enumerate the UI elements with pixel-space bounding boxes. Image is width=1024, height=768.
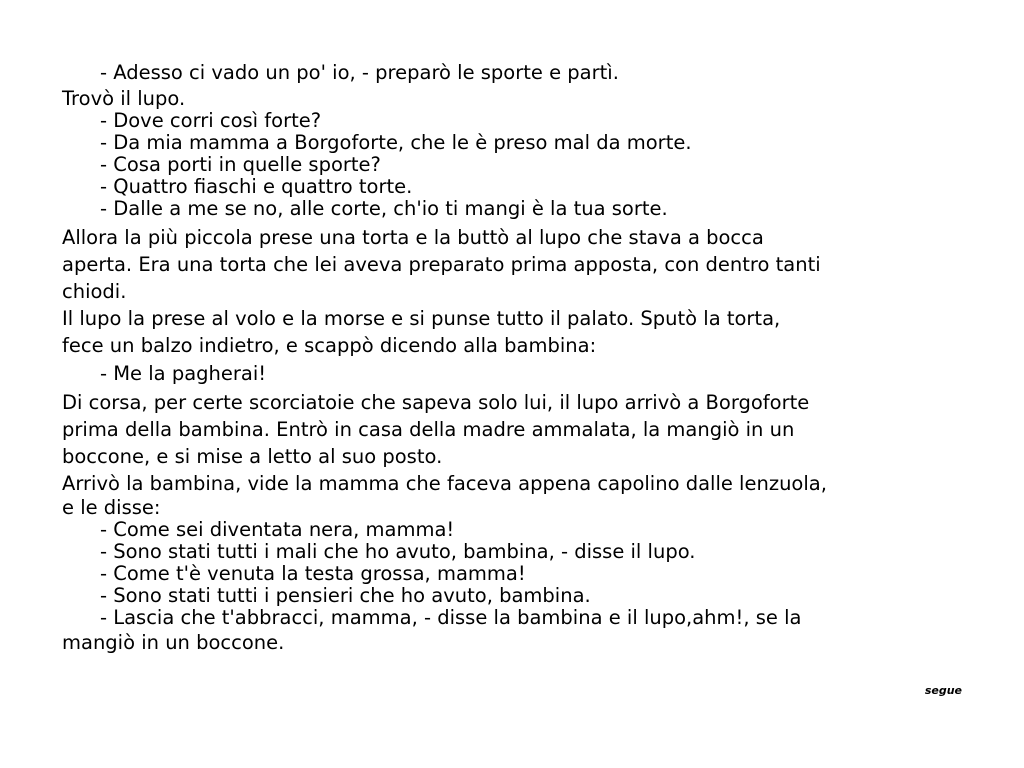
paragraph — [62, 305, 962, 359]
paragraph — [62, 470, 962, 519]
dialogue-line: - Dalle a me se no, alle corte, ch'io ti mangi è la tua sorte. — [100, 197, 668, 220]
paragraph-line: Arrivò la bambina, vide la mamma che faceva appena capolino dalle lenzuola, — [62, 472, 827, 495]
segue-label: segue — [924, 684, 962, 697]
dialogue-line: - Quattro fiaschi e quattro torte. — [100, 175, 413, 198]
paragraph-line: aperta. Era una torta che lei aveva preparato prima apposta, con dentro tanti — [62, 253, 821, 276]
narration-line: Trovò il lupo. — [62, 87, 186, 110]
dialogue-line: - Cosa porti in quelle sporte? — [100, 153, 381, 176]
dialogue-line: - Sono stati tutti i mali che ho avuto, bambina, - disse il lupo. — [100, 540, 696, 563]
paragraph-line: fece un balzo indietro, e scappò dicendo alla bambina: — [62, 334, 597, 357]
dialogue-line: - Me la pagherai! — [100, 362, 267, 385]
paragraph-line: chiodi. — [62, 280, 127, 303]
paragraph-line: Allora la più piccola prese una torta e la buttò al lupo che stava a bocca — [62, 226, 764, 249]
paragraph-line: prima della bambina. Entrò in casa della madre ammalata, la mangiò in un — [62, 418, 795, 441]
dialogue-line: - Adesso ci vado un po' io, - preparò le sporte e partì. — [100, 61, 619, 84]
paragraph-line: boccone, e si mise a letto al suo posto. — [62, 445, 443, 468]
dialogue-line: - Come sei diventata nera, mamma! — [100, 518, 455, 541]
paragraph-line: mangiò in un boccone. — [62, 631, 285, 654]
dialogue-line: - Da mia mamma a Borgoforte, che le è preso mal da morte. — [100, 131, 692, 154]
paragraph — [62, 224, 962, 305]
dialogue-line: - Dove corri così forte? — [100, 109, 322, 132]
paragraph — [62, 389, 962, 470]
paragraph-line: e le disse: — [62, 496, 161, 519]
paragraph-line: Di corsa, per certe scorciatoie che sapeva solo lui, il lupo arrivò a Borgoforte — [62, 391, 810, 414]
story-text — [62, 62, 962, 656]
dialogue-line: - Lascia che t'abbracci, mamma, - disse la bambina e il lupo,ahm!, se la — [100, 606, 802, 629]
paragraph-line: Il lupo la prese al volo e la morse e si punse tutto il palato. Sputò la torta, — [62, 307, 781, 330]
dialogue-line: - Sono stati tutti i pensieri che ho avuto, bambina. — [100, 584, 591, 607]
dialogue-line: - Come t'è venuta la testa grossa, mamma! — [100, 562, 526, 585]
